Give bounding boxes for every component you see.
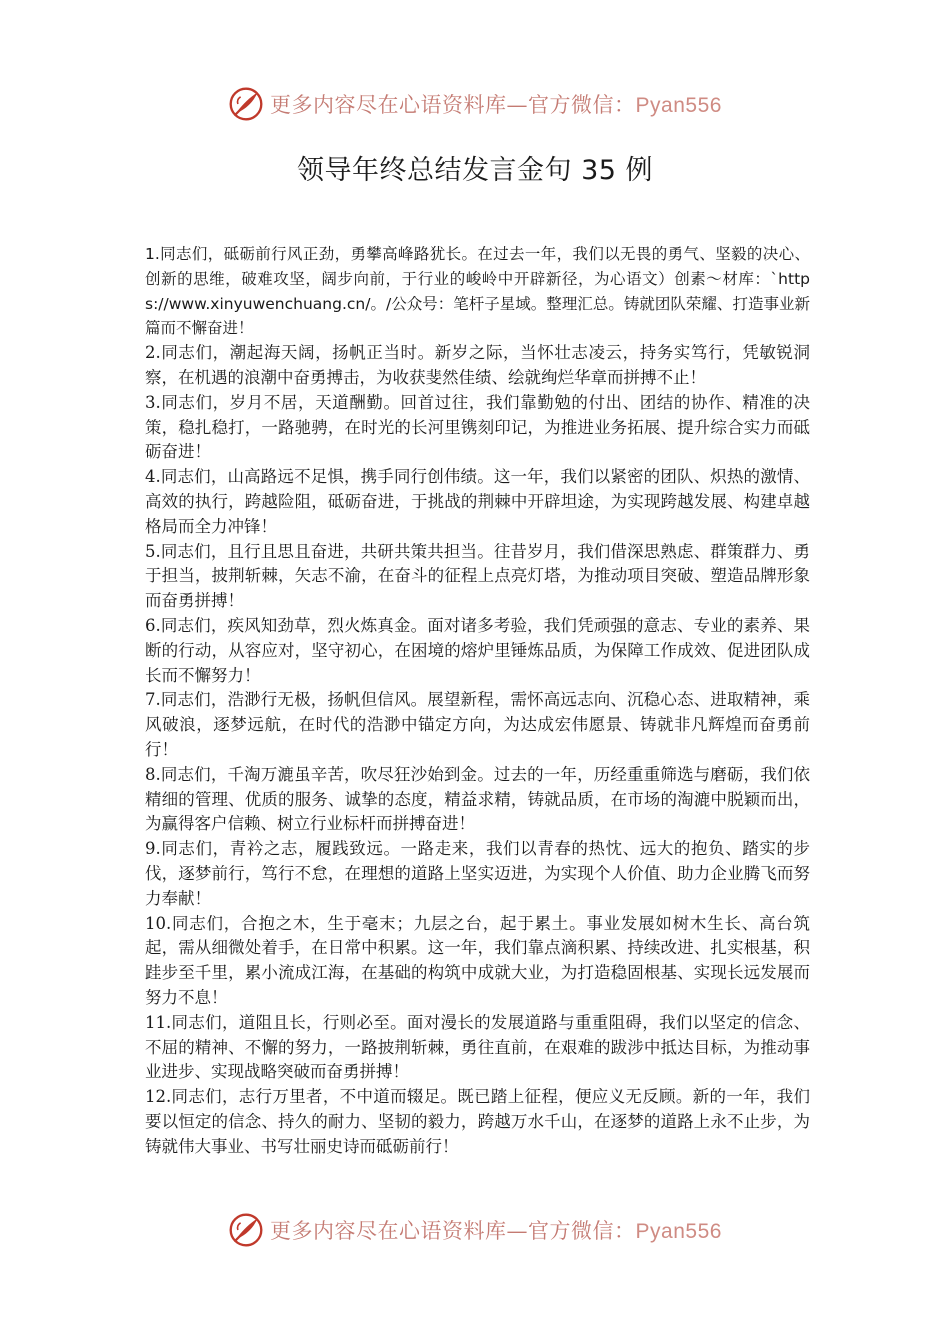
banner-text [270, 1215, 722, 1245]
paragraph-4: 4.同志们，山高路远不足惧，携手同行创伟绩。这一年，我们以紧密的团队、炽热的激情、高效的执行，跨越险阻，砥砺奋进，于挑战的荆棘中开辟坦途，为实现跨越发展、构建卓越格局而全力冲锋！ [145, 467, 810, 536]
paragraph-3: 3.同志们，岁月不居，天道酬勤。回首过往，我们靠勤勉的付出、团结的协作、精准的决策，稳扎稳打，一路驰骋，在时光的长河里镌刻印记，为推进业务拓展、提升综合实力而砥砺奋进！ [145, 392, 810, 462]
quill-pen-icon [228, 86, 264, 122]
banner-text [270, 89, 722, 119]
paragraph-5: 5.同志们，且行且思且奋进，共研共策共担当。往昔岁月，我们借深思熟虑、群策群力、勇于担当，披荆斩棘，矢志不渝，在奋斗的征程上点亮灯塔，为推动项目突破、塑造品牌形象而奋勇拼搏！ [145, 541, 810, 611]
header-banner[interactable] [0, 82, 950, 126]
document-title: 领导年终总结发言金句 35 例 [296, 155, 654, 186]
paragraph-10: 10.同志们，合抱之木，生于毫末；九层之台，起于累土。事业发展如树木生长、高台筑起，需从细微处着手，在日常中积累。这一年，我们靠点滴积累、持续改进、扎实根基，积跬步至千里，累小流成江海，在基础的构筑中成就大业，为打造稳固根基、实现长远发展而努力不息！ [145, 913, 810, 1007]
paragraph-11: 11.同志们，道阻且长，行则必至。面对漫长的发展道路与重重阻碍，我们以坚定的信念、不屈的精神、不懈的努力，一路披荆斩棘，勇往直前，在艰难的跋涉中抵达目标，为推动事业进步、实现战略突破而奋勇拼搏！ [145, 1012, 810, 1082]
paragraph-7: 7.同志们，浩渺行无极，扬帆但信风。展望新程，需怀高远志向、沉稳心态、进取精神，乘风破浪，逐梦远航，在时代的浩渺中锚定方向，为达成宏伟愿景、铸就非凡辉煌而奋勇前行！ [145, 690, 810, 759]
paragraph-1: 1.同志们，砥砺前行风正劲，勇攀高峰路犹长。在过去一年，我们以无畏的勇气、坚毅的决心、创新的思维，破难攻坚，阔步向前，于行业的峻岭中开辟新径，为心语文）创素～材库：`https://www.xinyuwenchuang.cn/。/公众号：笔杆子星域。整理汇总。铸就团队荣耀、打造事业新篇而不懈奋进！ [145, 245, 810, 338]
banner-label: 更多内容尽在心语资料库—官方微信： [270, 1219, 636, 1243]
paragraph-9: 9.同志们，青衿之志，履践致远。一路走来，我们以青春的热忱、远大的抱负、踏实的步伐，逐梦前行，笃行不怠，在理想的道路上坚实迈进，为实现个人价值、助力企业腾飞而努力奉献！ [145, 839, 810, 908]
wechat-id: Pyan556 [635, 1220, 722, 1243]
wechat-id: Pyan556 [635, 94, 722, 117]
paragraph-8: 8.同志们，千淘万漉虽辛苦，吹尽狂沙始到金。过去的一年，历经重重筛选与磨砺，我们依精细的管理、优质的服务、诚挚的态度，精益求精，铸就品质，在市场的淘漉中脱颖而出，为赢得客户信赖、树立行业标杆而拼搏奋进！ [145, 764, 810, 834]
paragraph-2: 2.同志们，潮起海天阔，扬帆正当时。新岁之际，当怀壮志凌云，持务实笃行，凭敏锐洞察，在机遇的浪潮中奋勇搏击，为收获斐然佳绩、绘就绚烂华章而拼搏不止！ [145, 343, 810, 387]
footer-banner[interactable] [0, 1208, 950, 1252]
paragraph-6: 6.同志们，疾风知劲草，烈火炼真金。面对诸多考验，我们凭顽强的意志、专业的素养、果断的行动，从容应对，坚守初心，在困境的熔炉里锤炼品质，为保障工作成效、促进团队成长而不懈努力！ [145, 615, 810, 685]
document-body [145, 242, 810, 1159]
quill-pen-icon [228, 1212, 264, 1248]
paragraph-12: 12.同志们，志行万里者，不中道而辍足。既已踏上征程，便应义无反顾。新的一年，我们要以恒定的信念、持久的耐力、坚韧的毅力，跨越万水千山，在逐梦的道路上永不止步，为铸就伟大事业、书写壮丽史诗而砥砺前行！ [145, 1087, 810, 1156]
banner-label: 更多内容尽在心语资料库—官方微信： [270, 93, 636, 117]
